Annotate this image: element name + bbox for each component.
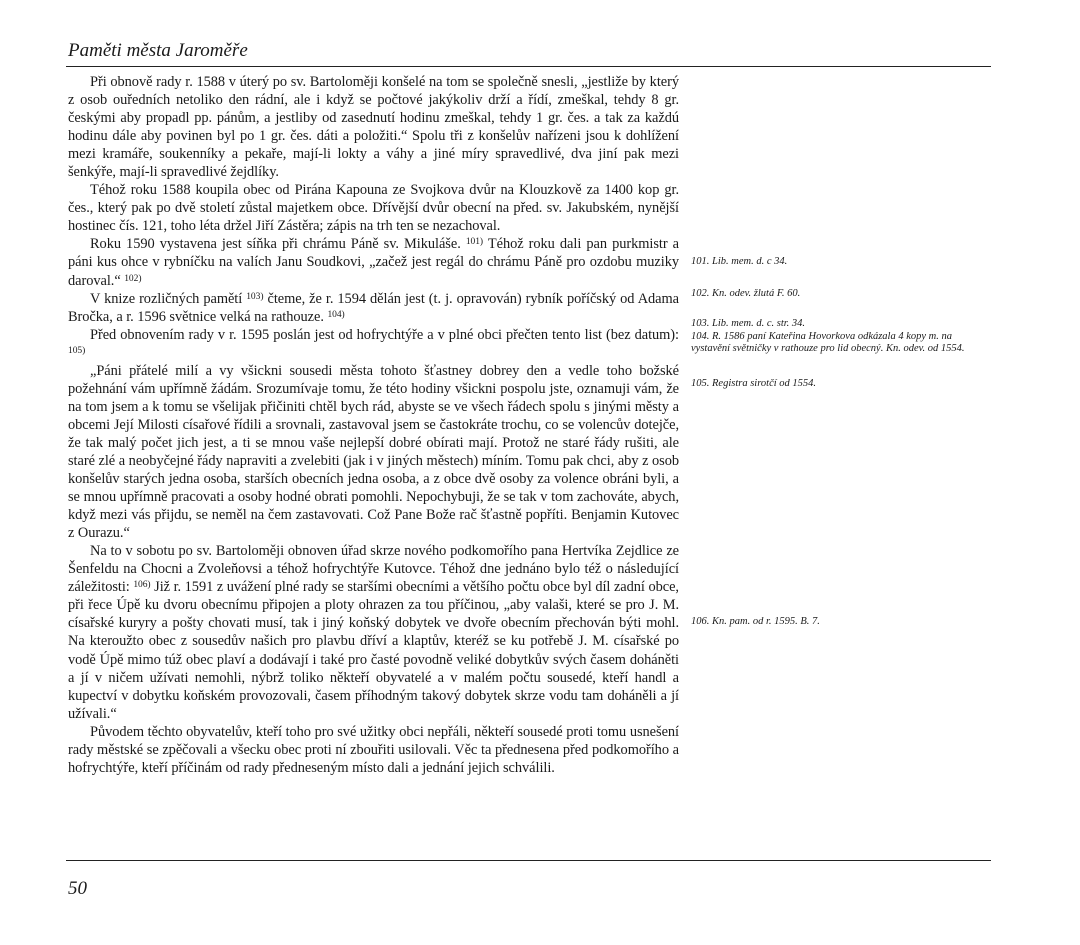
paragraph-text: Před obnovením rady v r. 1595 poslán jest od hofrychtýře a v plné obci přečten tento list (bez datum): [90, 326, 679, 343]
paragraph [68, 326, 679, 362]
footnote-103: 103. Lib. mem. d. c. str. 34. [691, 318, 806, 329]
paragraph-text: V knize rozličných pamětí [90, 290, 247, 307]
footnote-reference: 101) [465, 237, 484, 248]
footer-rule [66, 860, 991, 861]
footnote-102: 102. Kn. odev. žlutá F. 60. [691, 288, 801, 299]
footnote-101: 101. Lib. mem. d. c 34. [691, 256, 788, 267]
running-header-title: Paměti města Jaroměře [68, 40, 248, 61]
page-number: 50 [68, 878, 87, 899]
paragraph [68, 723, 679, 777]
footnote-reference: 104) [327, 309, 345, 320]
paragraph [68, 235, 679, 289]
paragraph [68, 542, 679, 722]
paragraph-text: „Páni přátelé milí a vy všickni sousedi města tohoto šťastney dobrey den a vedle toho božské požehnání vám upřímně žádám. Srozumívaje tomu, že této hodiny všickni pospolu jste, oznamuji vám, že na tom jsem a k tomu se všelijak přičiniti chtěl bych rád, abyste se ve všech řádech spolu s jinými městy a obcemi Její Milosti císařové řídili a srovnali, zastavoval jsem se častokráte trochu, co se volencův dotejče, že tak malý počet jich jest, a ti se mnou vaše nejlepší dobré obírati mají. Protož ne staré řády rušiti, ale staré zlé a neobyčejné řády napraviti a zvelebiti (jak i v jiných městech) míním. Tomu pak chci, aby z osob konšelův starých jedna osoba, starších obecních jedna osoba, a z obce dvě osoby za volence obráni byli, a se mnou upřímně pracovati a osoby hodné obrati pomohli. Nepochybuji, že se tak v tom zachováte, abych, když mezi vás přijdu, se neměl na čem zastavovati. Což Pane Bože rač šťastně popříti. Benjamin Kutovec z Ourazu.“ [68, 362, 679, 542]
footnote-105: 105. Registra sirotčí od 1554. [691, 378, 817, 389]
paragraph [68, 290, 679, 326]
footnote-reference: 105) [68, 345, 86, 356]
paragraph [68, 181, 679, 235]
paragraph-text: Téhož roku 1588 koupila obec od Pirána Kapouna ze Svojkova dvůr na Klouzkově za 1400 kop gr. čes., který pak po dvě století zůstal majetkem obce. Dřívější dvůr obecní na před. sv. Jakubském, nynější hostinec čís. 121, toho léta držel Jiří Zástěra; zápis na trh ten se nezachoval. [68, 182, 679, 235]
paragraph-text: Na to v sobotu po sv. Bartoloměji obnoven úřad skrze nového podkomořího pana Hertvíka Zejdlice ze Šenfeldu na Chocni a Zvoleňovsi a téhož hofrychtýře Kutovce. Téhož dne jednáno bylo též o následující záležitosti: [68, 543, 679, 596]
paragraph [68, 362, 679, 542]
paragraph-text: Již r. 1591 z uvážení plné rady se staršími obecními a většího počtu obce byl díl zadní obce, při řece Úpě ku dvoru obecnímu připojen a ploty ohrazen za tou příčinou, „aby valaši, které se pro J. M. císařské kuryry a pošty chovati musí, tak i jiný koňský dobytek ve dvoře obecním přechován býti mohl. Na kteroužto obec z sousedův našich pro plavbu dříví a klaptův, kteréž se ku potřebě J. M. císařské po vodě Úpě mimo túž obec plaví a dodávají i také pro časté povodně veliké dobytkův svých časem doháněti a jí v ničem užívati nemohli, nýbrž toliko někteří obyvatelé a v malém počtu sousedé, kteří handl a kupectví v dobytku koňském provozovali, časem příhodným takový dobytek skrze vodu tam doháněli a jí užívali.“ [68, 579, 679, 722]
paragraph-text: Téhož roku dali pan purkmistr a páni kus ohce v rybníčku na valích Janu Soudkovi, „začež jest regál do chrámu Páně pro ozdobu muziky daroval.“ [68, 236, 679, 289]
paragraph-text: Při obnově rady r. 1588 v úterý po sv. Bartoloměji konšelé na tom se společně snesli, „jestliže by který z osob ouředních netoliko den rádní, ale i když se počtové jakýkoliv drží a řídí, zmeškal, tehdy 8 gr. českými aby propadl pp. pánům, a jestliby od zasednutí hodinu zmeškal, tehdy 1 gr. čes. a tak za každú hodinu dále aby povinen byl po 1 gr. čes. dáti a položiti.“ Spolu tři z konšelův nařízeni jsou k dohlížení mezi kramáře, soukenníky a pekaře, mají-li lokty a váhy a jiné míry spravedlivé, dva jiní pak mezi šenkýře, mají-li spravedlivé žejdlíky. [68, 74, 679, 181]
header-rule [66, 66, 991, 67]
footnote-106: 106. Kn. pam. od r. 1595. B. 7. [691, 616, 820, 627]
paragraph-text: Původem těchto obyvatelův, kteří toho pro své užitky obci nepřáli, někteří sousedé proti tomu usnešení rady městské se zpěčovali a všecku obec proti ní zbouřiti usilovali. Věc ta přednesena před podkomořího a hofrychtýře, kteří příčinám od rady předneseným místo dali a jednání jejich schválili. [68, 723, 679, 776]
footnote-reference: 106) [133, 580, 151, 591]
main-text-column [68, 73, 679, 777]
paragraph [68, 73, 679, 181]
footnote-reference: 103) [246, 291, 264, 302]
footnote-reference: 102) [124, 273, 142, 284]
footnote-104: 104. R. 1586 paní Kateřina Hovorkova odkázala 4 kopy m. na vystavění světničky v rathouze pro lid obecný. Kn. odev. od 1554. [691, 331, 965, 354]
paragraph-text: Roku 1590 vystavena jest síňka při chrámu Páně sv. Mikuláše. [90, 236, 466, 253]
paragraph-text: čteme, že r. 1594 dělán jest (t. j. opravován) rybník poříčský od Adama Bročka, a r. 1596 světnice velká na rathouze. [68, 290, 680, 325]
